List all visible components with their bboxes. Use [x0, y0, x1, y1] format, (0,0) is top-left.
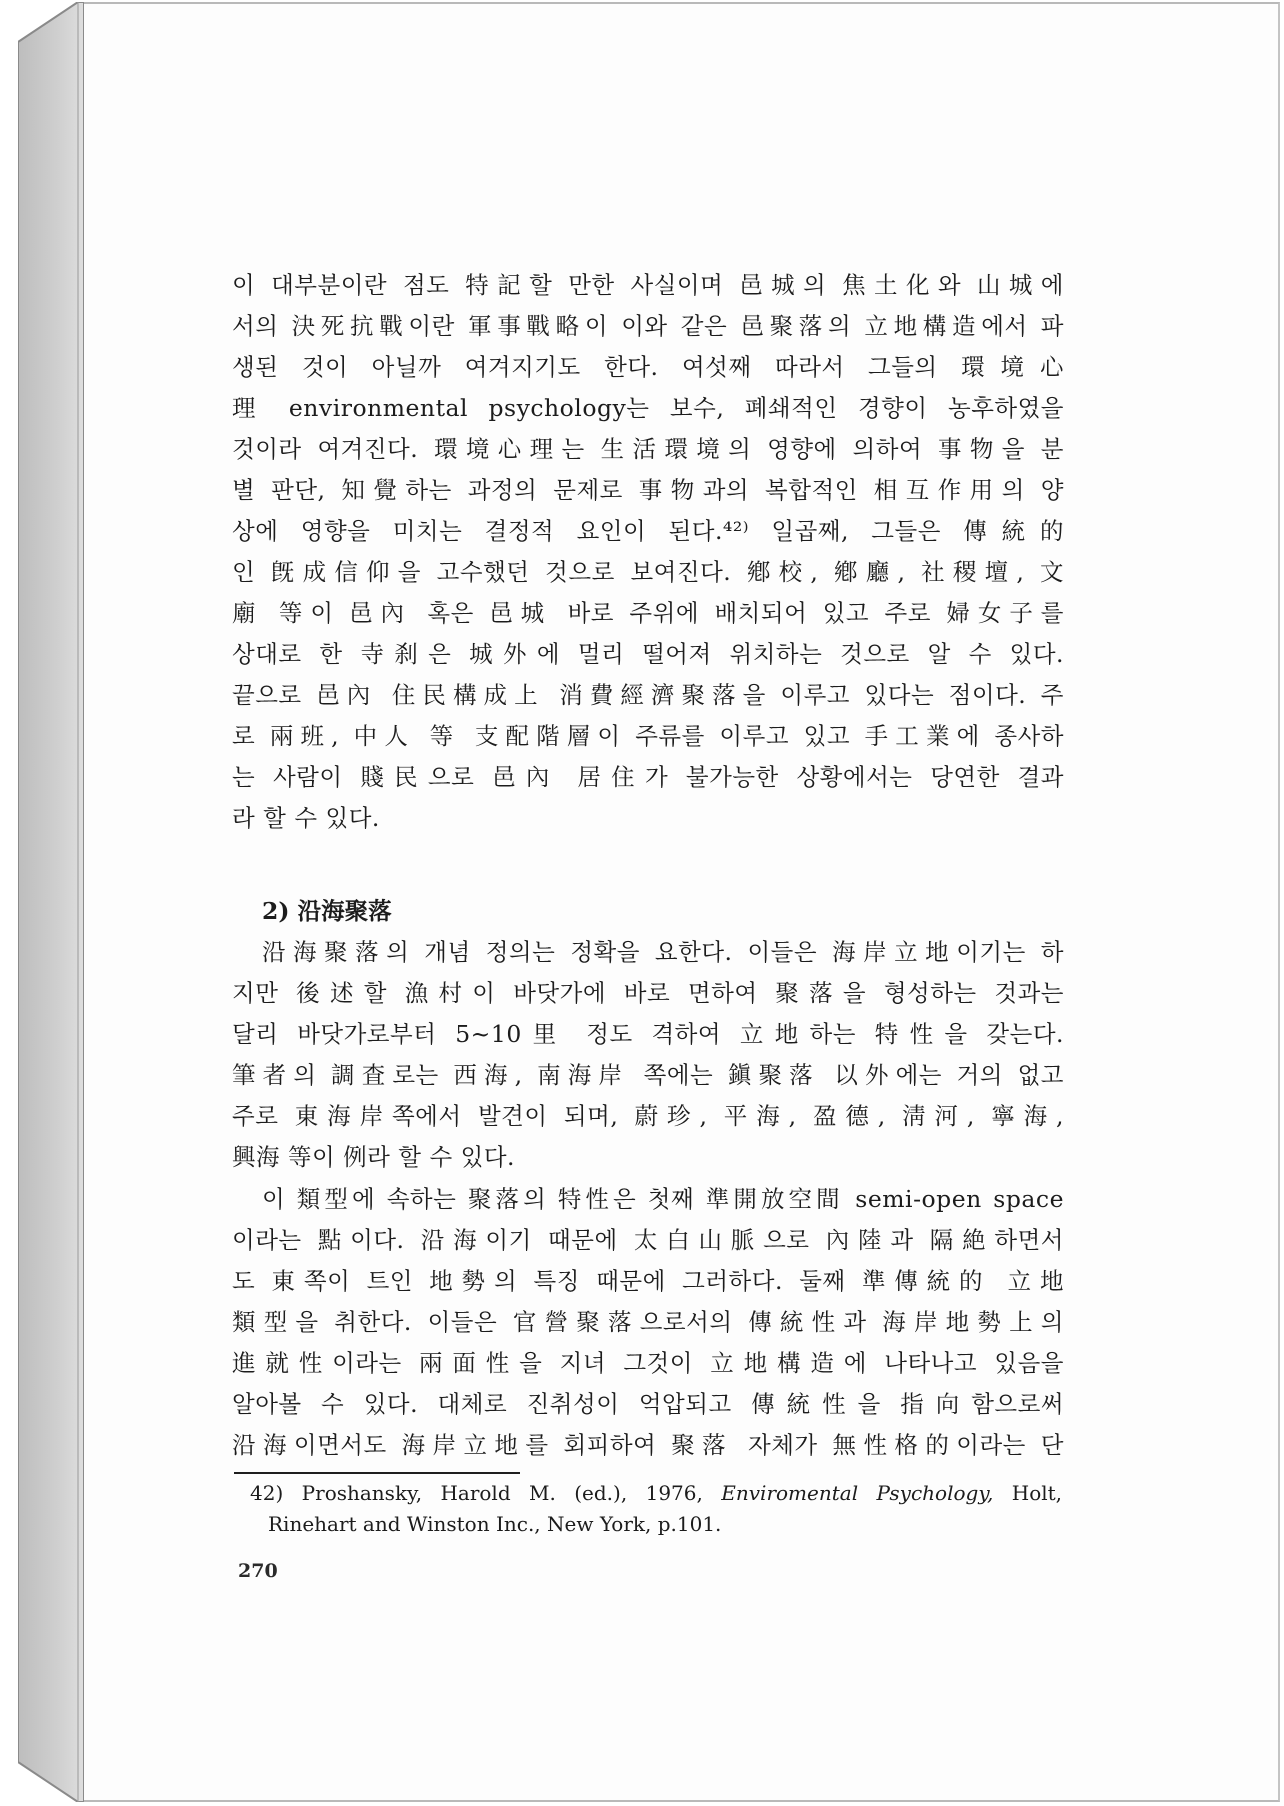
text-line: 것이라 여겨진다. 環境心理는 生活環境의 영향에 의하여 事物을 분 — [232, 435, 1064, 463]
book-spine — [18, 2, 84, 1802]
text-line: 進就性이라는 兩面性을 지녀 그것이 立地構造에 나타나고 있음을 — [232, 1349, 1064, 1377]
footnote-author: Proshansky, Harold M. (ed.), — [301, 1481, 628, 1505]
text-line: 도 東쪽이 트인 地勢의 특징 때문에 그러하다. 둘째 準傳統的 立地 — [232, 1267, 1064, 1295]
footnote-year: 1976, — [645, 1481, 703, 1505]
text-line: 廟 等이 邑內 혹은 邑城 바로 주위에 배치되어 있고 주로 婦女子를 — [232, 599, 1064, 627]
text-line: 이 대부분이란 점도 特記할 만한 사실이며 邑城의 焦土化와 山城에 — [232, 271, 1064, 299]
footnote-line — [250, 1478, 1062, 1509]
text-line: 달리 바닷가로부터 5~10里 정도 격하여 立地하는 特性을 갖는다. — [232, 1020, 1064, 1048]
book-spine-shape — [18, 2, 84, 1802]
text-line: 沿海이면서도 海岸立地를 회피하여 聚落 자체가 無性格的이라는 단 — [232, 1431, 1064, 1459]
page-number: 270 — [238, 1560, 278, 1582]
text-line: 沿海聚落의 개념 정의는 정확을 요한다. 이들은 海岸立地이기는 하 — [262, 938, 1064, 966]
footnote-publisher: Holt, — [1011, 1481, 1063, 1505]
text-line: 상에 영향을 미치는 결정적 요인이 된다.⁴²⁾ 일곱째, 그들은 傳統的 — [232, 517, 1064, 545]
paragraph-one — [232, 265, 1064, 839]
text-line: 지만 後述할 漁村이 바닷가에 바로 면하여 聚落을 형성하는 것과는 — [232, 979, 1064, 1007]
section-heading: 2) 沿海聚落 — [262, 897, 392, 925]
text-line: 이라는 點이다. 沿海이기 때문에 太白山脈으로 內陸과 隔絶하면서 — [232, 1226, 1064, 1254]
text-line: 는 사람이 賤民으로 邑內 居住가 불가능한 상황에서는 당연한 결과 — [232, 763, 1064, 791]
text-line: 별 판단, 知覺하는 과정의 문제로 事物과의 복합적인 相互作用의 양 — [232, 476, 1064, 504]
footnote-line: Rinehart and Winston Inc., New York, p.101. — [268, 1512, 722, 1536]
text-line: 理 environmental psychology는 보수, 폐쇄적인 경향이 농후하였을 — [232, 394, 1064, 422]
text-line: 類型을 취한다. 이들은 官營聚落으로서의 傳統性과 海岸地勢上의 — [232, 1308, 1064, 1336]
text-line: 주로 東海岸쪽에서 발견이 되며, 蔚珍, 平海, 盈德, 淸河, 寧海, — [232, 1102, 1064, 1130]
text-line: 생된 것이 아닐까 여겨지기도 한다. 여섯째 따라서 그들의 環境心 — [232, 353, 1064, 381]
paragraph-two — [232, 932, 1064, 1178]
footnote-marker: 42) — [250, 1481, 284, 1505]
footnote-title: Enviromental Psychology, — [721, 1481, 994, 1505]
footnote-divider — [234, 1472, 520, 1474]
text-line: 라 할 수 있다. — [232, 804, 380, 832]
text-line: 상대로 한 寺刹은 城外에 멀리 떨어져 위치하는 것으로 알 수 있다. — [232, 640, 1064, 668]
paragraph-three — [232, 1179, 1064, 1466]
text-line: 인 旣成信仰을 고수했던 것으로 보여진다. 鄕校, 鄕廳, 社稷壇, 文 — [232, 558, 1064, 586]
text-line: 筆者의 調査로는 西海, 南海岸 쪽에는 鎭聚落 以外에는 거의 없고 — [232, 1061, 1064, 1089]
footnote — [250, 1478, 1062, 1540]
text-line: 로 兩班, 中人 等 支配階層이 주류를 이루고 있고 手工業에 종사하 — [232, 722, 1064, 750]
text-line: 이 類型에 속하는 聚落의 特性은 첫째 準開放空間 semi-open space — [262, 1185, 1064, 1213]
text-line: 끝으로 邑內 住民構成上 消費經濟聚落을 이루고 있다는 점이다. 주 — [232, 681, 1064, 709]
text-line: 알아볼 수 있다. 대체로 진취성이 억압되고 傳統性을 指向함으로써 — [232, 1390, 1064, 1418]
text-line: 興海 等이 例라 할 수 있다. — [232, 1143, 516, 1171]
text-line: 서의 決死抗戰이란 軍事戰略이 이와 같은 邑聚落의 立地構造에서 파 — [232, 312, 1064, 340]
